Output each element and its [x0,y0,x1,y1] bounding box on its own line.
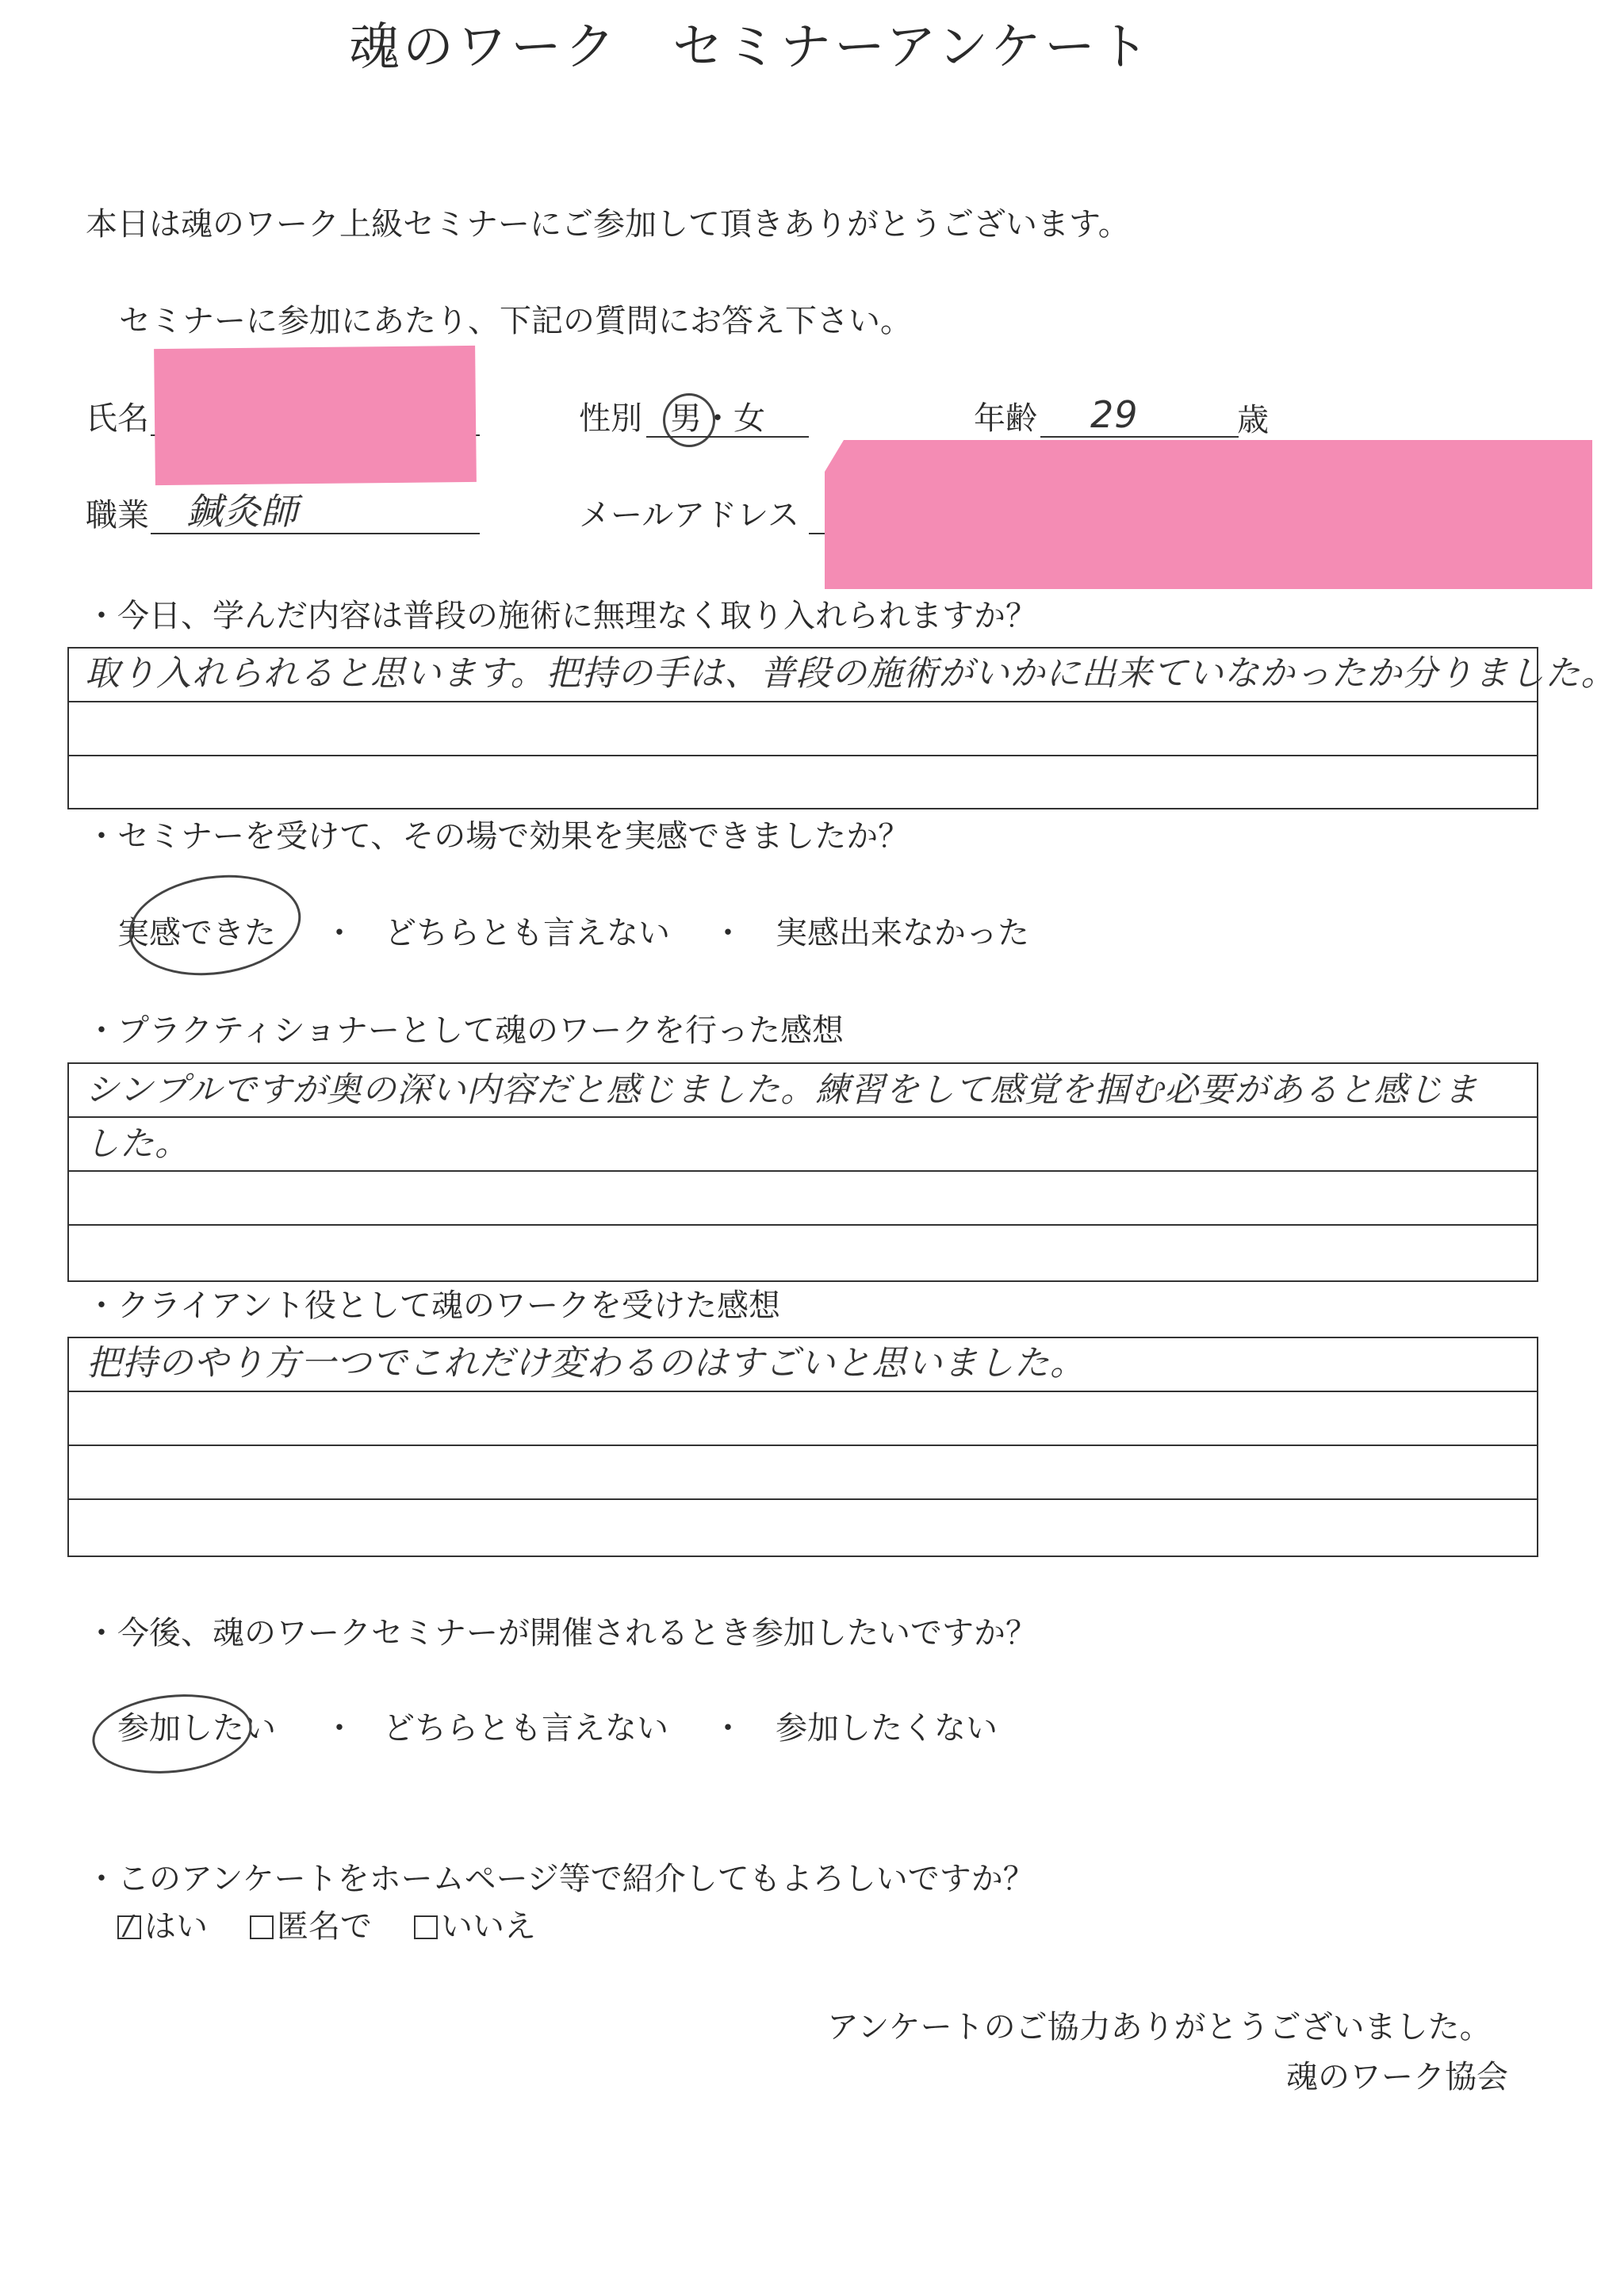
q2-option-yes: 実感できた [117,915,276,951]
q4-rule [69,1391,1537,1392]
q1-answer-box [67,647,1617,809]
q6-question: ・このアンケートをホームページ等で紹介してもよろしいですか？ [86,1861,1035,1897]
age-label: 年齢 [974,400,1037,437]
q1-rule [69,701,1537,702]
q2-option-neutral: どちらとも言えない [385,915,670,951]
closing-thanks: アンケートのご協力ありがとうございました。 [827,2009,1492,2045]
instruction-text: セミナーに参加にあたり、下記の質問にお答え下さい。 [119,303,912,339]
q2-option-no: 実感出来なかった [776,915,1029,951]
q4-answer-line: 把持のやり方一つでこれだけ変わるのはすごいと思いました。 [86,1343,1086,1383]
q3-answer-box [67,1062,1538,1282]
gender-selected-circle [663,393,715,447]
email-label: メールアドレス [579,497,799,534]
age-value: 29 [1090,393,1139,436]
name-label: 氏名 [86,400,149,437]
q1-rule [69,755,1537,756]
q2-selected-circle [122,864,307,985]
age-underline [1040,436,1239,438]
q6-checkbox-yes[interactable] [117,1910,141,1942]
gender-options: 男・女 [670,400,765,437]
gender-underline [646,436,809,438]
q4-rule [69,1445,1537,1446]
intro-text: 本日は魂のワーク上級セミナーにご参加して頂きありがとうございます。 [86,206,1130,243]
q3-rule [69,1170,1537,1172]
q6-option-anon [250,1908,372,1945]
q6-option-no [414,1908,536,1945]
age-unit: 歳 [1237,402,1269,438]
q3-question: ・プラクティショナーとして魂のワークを行った感想 [86,1012,844,1049]
q4-rule [69,1498,1537,1500]
q6-option-yes [117,1908,208,1945]
check-mark-icon: / [124,1910,133,1942]
q2-separator: ・ [324,915,355,951]
job-value: 鍼灸師 [186,490,298,533]
q6-option-yes-label: はい [144,1908,208,1945]
q6-option-no-label: いいえ [441,1908,536,1945]
q1-question: ・今日、学んだ内容は普段の施術に無理なく取り入れられますか？ [86,598,1037,634]
q3-rule [69,1224,1537,1226]
q5-separator: ・ [324,1710,355,1747]
q3-answer-line: した。 [85,1124,190,1164]
q3-rule [69,1116,1537,1118]
q2-separator: ・ [712,915,744,951]
q5-question: ・今後、魂のワークセミナーが開催されるとき参加したいですか？ [86,1615,1037,1651]
q4-answer-box [67,1337,1538,1557]
q5-option-no: 参加したくない [776,1710,998,1747]
q5-option-yes: 参加したい [117,1710,276,1747]
q6-option-anon-label: 匿名で [277,1908,372,1945]
q6-checkbox-anon[interactable] [250,1915,274,1939]
gender-label: 性別 [579,400,642,437]
email-redaction-corner [825,440,844,472]
q4-question: ・クライアント役として魂のワークを受けた感想 [86,1288,780,1324]
job-label: 職業 [86,497,149,534]
email-redaction [825,440,1592,589]
q5-option-neutral: どちらとも言えない [383,1710,668,1747]
q1-answer-line: 取り入れられると思います。把持の手は、普段の施術がいかに出来ていなかったか分りました。 [85,653,1617,694]
q5-selected-circle [88,1687,255,1781]
q3-answer-line: シンプルですが奥の深い内容だと感じました。練習をして感覚を掴む必要があると感じま [85,1070,1479,1110]
q6-checkbox-no[interactable] [414,1915,438,1939]
q5-separator: ・ [712,1710,744,1747]
form-title: 魂のワーク セミナーアンケート [349,18,1152,77]
q2-question: ・セミナーを受けて、その場で効果を実感できましたか？ [86,818,910,855]
organization-name: 魂のワーク協会 [1286,2059,1508,2095]
job-underline [151,533,480,534]
name-redaction [154,346,477,485]
